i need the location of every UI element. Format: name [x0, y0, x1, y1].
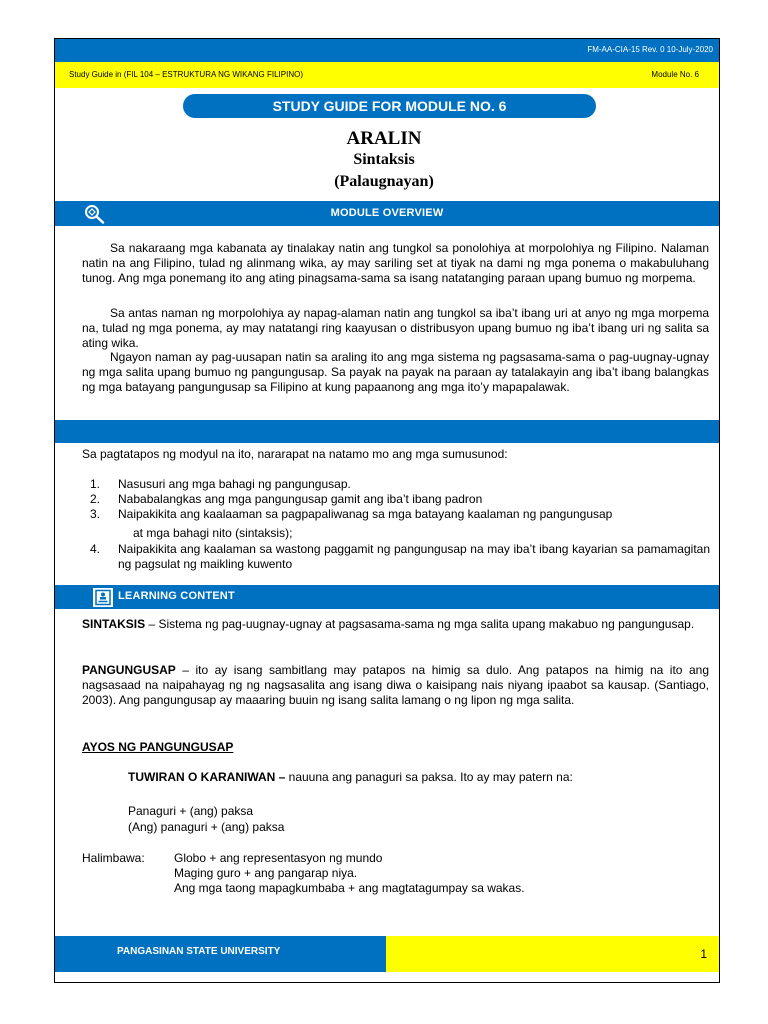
lesson-topic: Sintaksis: [353, 151, 415, 168]
list-number: 3.: [90, 507, 101, 521]
sintaksis-definition: [82, 617, 709, 632]
list-number: 4.: [90, 542, 101, 556]
study-guide-banner: STUDY GUIDE FOR MODULE NO. 6: [183, 94, 596, 118]
lesson-title: ARALIN: [346, 128, 422, 149]
page-number: 1: [700, 947, 707, 961]
pangungusap-term: PANGUNGUSAP: [82, 663, 176, 677]
objectives-bar: [55, 420, 719, 443]
list-number: 1.: [90, 477, 101, 491]
pangungusap-definition: [82, 663, 709, 708]
example-line: Globo + ang representasyon ng mundo: [174, 851, 383, 865]
sintaksis-term: SINTAKSIS: [82, 617, 146, 631]
pattern-line: Panaguri + (ang) paksa: [128, 804, 254, 818]
course-label: Study Guide in (FIL 104 – ESTRUKTURA NG WIKANG FILIPINO): [69, 70, 303, 79]
learning-content-bar: [55, 585, 719, 609]
list-text: at mga bahagi nito (sintaksis);: [133, 526, 293, 540]
footer-page-bar: [386, 936, 719, 972]
tuwiran-term: TUWIRAN O KARANIWAN –: [128, 770, 286, 784]
university-name: PANGASINAN STATE UNIVERSITY: [117, 946, 281, 957]
pattern-line: (Ang) panaguri + (ang) paksa: [128, 820, 285, 834]
module-overview-heading: MODULE OVERVIEW: [330, 207, 444, 219]
list-number: 2.: [90, 492, 101, 506]
example-line: Ang mga taong mapagkumbaba + ang magtatagumpay sa wakas.: [174, 881, 525, 895]
tuwiran-definition: [128, 770, 573, 784]
header-course-bar: [55, 62, 719, 88]
ayos-heading: AYOS NG PANGUNGUSAP: [82, 740, 234, 754]
footer-university-bar: [55, 936, 386, 972]
pangungusap-text: – ito ay isang sambitlang may patapos na himig sa dulo. Ang patapos na himig na ito ang nagsasaad na naipahayag ng ng nagsasalita ang isang diwa o kaisipang nais niyang ipaabot sa kausap. (Santiago, 2003). Ang pangungusap ay maaaring buuin ng isang salita lamang o ng lipon ng mga salita.: [82, 663, 709, 707]
learning-content-heading: LEARNING CONTENT: [118, 590, 235, 602]
objectives-intro: Sa pagtatapos ng modyul na ito, nararapat na natamo mo ang mga sumusunod:: [82, 447, 508, 461]
overview-paragraph: Ngayon naman ay pag-uusapan natin sa araling ito ang mga sistema ng pagsasama-sama o pag-uugnay-ugnay ng mga salita upang bumuo ng pangungusap. Sa payak na payak na paraan ay tatalakayin ang iba’t ibang balangkas ng mga batayang pangungusap sa Filipino at kung papaanong ang mga ito’y mapapalawak.: [82, 350, 709, 394]
tuwiran-text: nauuna ang panaguri sa paksa. Ito ay may patern na:: [285, 770, 573, 784]
lesson-subtopic: (Palaugnayan): [334, 173, 434, 190]
header-code-bar: [55, 39, 719, 62]
list-text: Nasusuri ang mga bahagi ng pangungusap.: [118, 477, 351, 491]
overview-paragraph: Sa nakaraang mga kabanata ay tinalakay natin ang tungkol sa ponolohiya at morpolohiya ng Filipino. Nalaman natin na ang Filipino, tulad ng alinmang wika, ay may sariling set at tiyak na dami ng mga ponema o makabuluhang tunog. Ang mga ponemang ito ang ating pinagsama-sama sa isang natatanging paraan upang bumuo ng morpema.: [82, 241, 709, 285]
overview-paragraph: Sa antas naman ng morpolohiya ay napag-alaman natin ang tungkol sa iba’t ibang uri at anyo ng mga morpema na, tulad ng mga ponema, ay may natatangi ring kaayusan o distribusyon upang bumuo ng iba’t ibang uri ng salita sa ating wika.: [82, 306, 709, 350]
example-line: Maging guro + ang pangarap niya.: [174, 866, 358, 880]
module-label: Module No. 6: [651, 70, 699, 79]
document-icon: [93, 588, 113, 607]
halimbawa-label: Halimbawa:: [82, 851, 145, 865]
module-overview-bar: [55, 201, 719, 226]
sintaksis-text: – Sistema ng pag-uugnay-ugnay at pagsasama-sama ng mga salita upang makabuo ng pangungusap.: [145, 617, 695, 631]
list-text: Naipakikita ang kaalaman sa wastong paggamit ng pangungusap na may iba’t ibang kayarian sa pamamagitan ng pagsulat ng maikling kuwento: [118, 542, 710, 571]
form-code: FM-AA-CIA-15 Rev. 0 10-July-2020: [587, 45, 713, 54]
list-text: Nababalangkas ang mga pangungusap gamit ang iba’t ibang padron: [118, 492, 483, 506]
list-text: Naipakikita ang kaalaaman sa pagpapaliwanag sa mga batayang kaalaman ng pangungusap: [118, 507, 613, 521]
